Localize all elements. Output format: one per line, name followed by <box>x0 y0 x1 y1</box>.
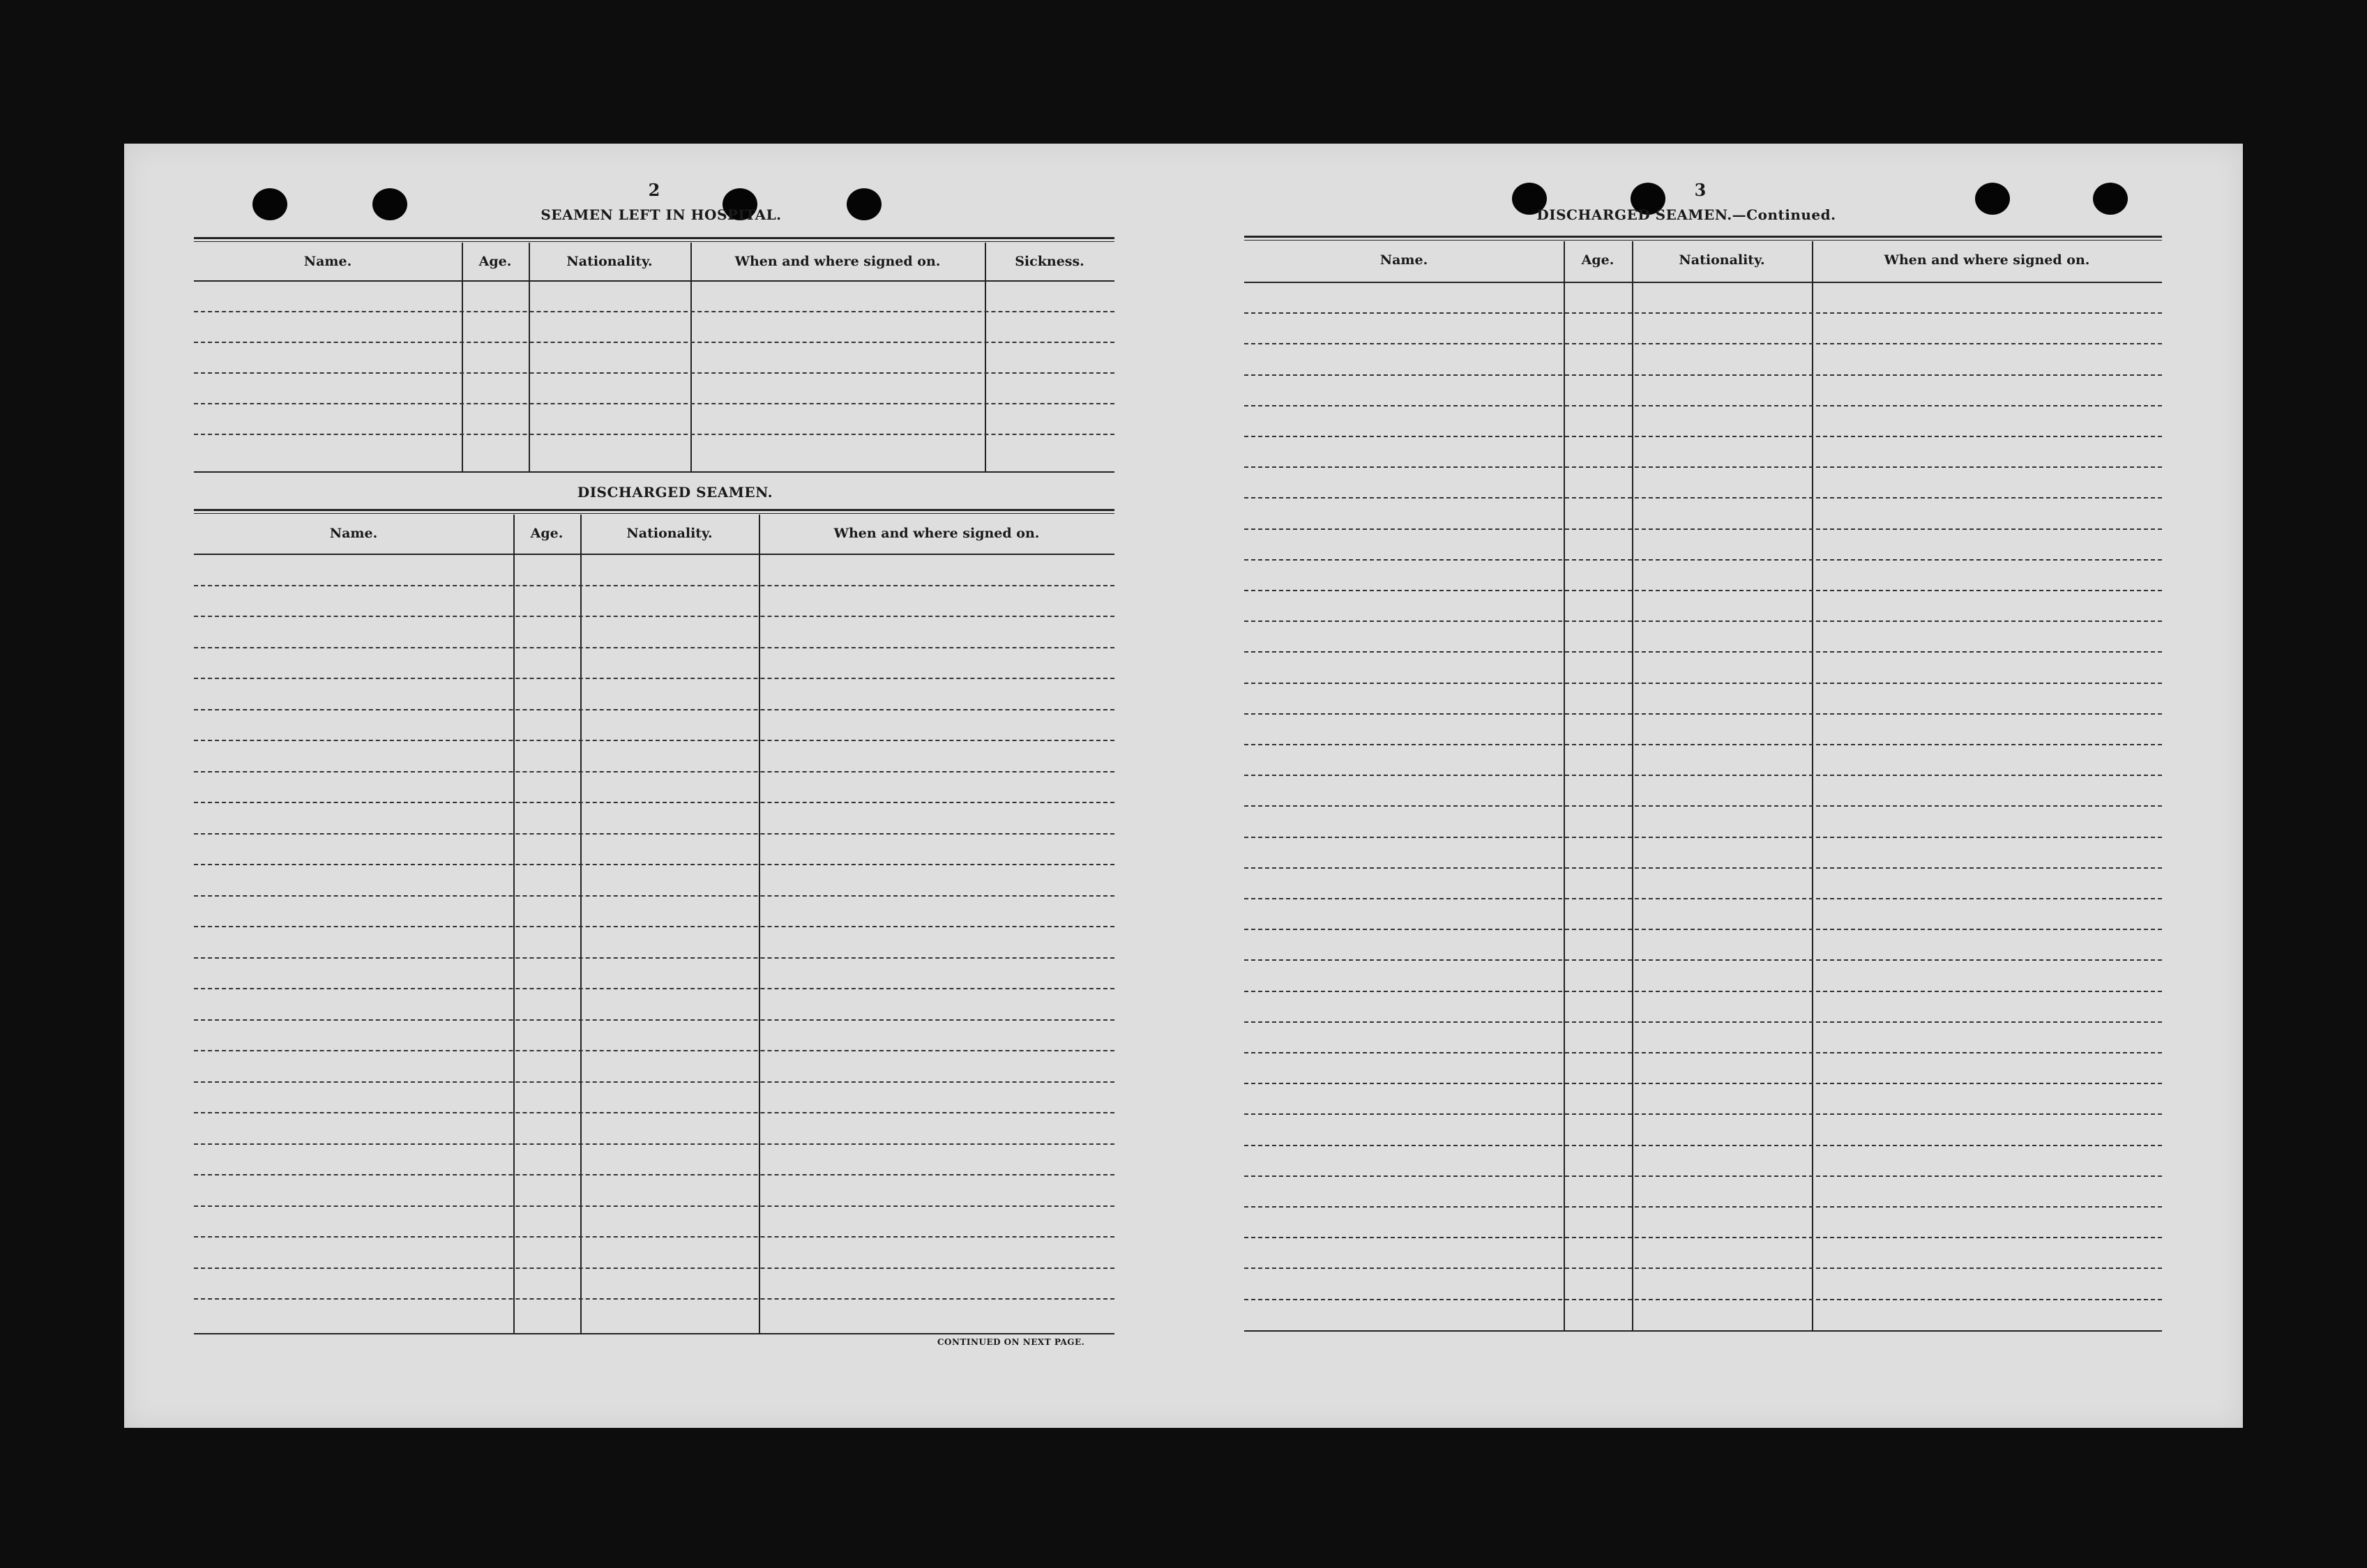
column-header-name: Name. <box>1379 252 1428 268</box>
table-row-line <box>1244 374 2162 376</box>
column-header-name: Name. <box>329 526 378 541</box>
punch-hole <box>372 188 407 220</box>
table-row-line <box>1244 405 2162 406</box>
table-top-rule <box>194 237 1114 242</box>
table-row-line <box>1244 590 2162 591</box>
table-row-line <box>1244 559 2162 561</box>
table-row-line <box>194 926 1114 927</box>
table-row-line <box>194 1112 1114 1113</box>
column-header-signed-on: When and where signed on. <box>734 254 941 269</box>
left-page-number: 2 <box>648 180 660 200</box>
column-header-age: Age. <box>530 526 564 541</box>
table-row-line <box>1244 436 2162 437</box>
column-header-nationality: Nationality. <box>566 254 653 269</box>
table-row-line <box>1244 867 2162 869</box>
table-row-line <box>194 1050 1114 1051</box>
column-header-sickness: Sickness. <box>1015 254 1084 269</box>
table-row-line <box>194 957 1114 959</box>
table-row-line <box>1244 528 2162 530</box>
table-row-line <box>1244 1299 2162 1300</box>
column-header-nationality: Nationality. <box>1679 252 1765 268</box>
table-row-line <box>194 1174 1114 1175</box>
table-row-line <box>1244 1268 2162 1269</box>
table-row-line <box>194 1205 1114 1207</box>
table-row-line <box>194 833 1114 835</box>
punch-hole <box>2093 183 2128 215</box>
hospital-table <box>194 237 1114 474</box>
table-row-line <box>194 864 1114 865</box>
table-row-line <box>194 740 1114 741</box>
table-row-line <box>1244 1145 2162 1146</box>
table-row-line <box>1244 805 2162 807</box>
table-row-line <box>1244 1083 2162 1084</box>
column-header-age: Age. <box>1581 252 1614 268</box>
column-divider <box>529 243 530 473</box>
table-top-rule <box>1244 236 2162 241</box>
column-divider <box>513 515 515 1334</box>
header-underline <box>1244 282 2162 283</box>
table-row-line <box>1244 1206 2162 1208</box>
table-bottom-rule <box>1244 1330 2162 1332</box>
column-header-nationality: Nationality. <box>626 526 713 541</box>
column-header-signed-on: When and where signed on. <box>1884 252 2090 268</box>
table-row-line <box>194 678 1114 679</box>
table-row-line <box>1244 497 2162 498</box>
table-row-line <box>1244 775 2162 776</box>
table-row-line <box>1244 621 2162 622</box>
column-header-signed-on: When and where signed on. <box>833 526 1040 541</box>
table-row-line <box>194 403 1114 404</box>
hospital-section-title: SEAMEN LEFT IN HOSPITAL. <box>540 206 782 223</box>
table-row-line <box>194 311 1114 312</box>
table-row-line <box>194 988 1114 989</box>
table-row-line <box>194 895 1114 897</box>
table-top-rule <box>194 509 1114 514</box>
table-row-line <box>194 1019 1114 1021</box>
table-row-line <box>1244 1175 2162 1177</box>
table-row-line <box>194 1268 1114 1269</box>
table-row-line <box>194 585 1114 586</box>
document-sheet <box>124 144 2243 1428</box>
table-row-line <box>194 802 1114 803</box>
discharged-continued-table <box>1244 236 2162 1332</box>
table-row-line <box>194 1081 1114 1083</box>
discharged-section-title: DISCHARGED SEAMEN. <box>577 484 773 501</box>
table-row-line <box>1244 837 2162 838</box>
column-divider <box>985 243 986 473</box>
column-header-name: Name. <box>303 254 352 269</box>
table-row-line <box>1244 466 2162 468</box>
table-row-line <box>1244 1237 2162 1238</box>
table-row-line <box>194 709 1114 710</box>
table-bottom-rule <box>194 1333 1114 1334</box>
table-row-line <box>194 647 1114 648</box>
punch-hole <box>252 188 287 220</box>
table-row-line <box>194 771 1114 772</box>
table-row-line <box>1244 343 2162 344</box>
table-row-line <box>194 616 1114 617</box>
column-divider <box>462 243 463 473</box>
header-underline <box>194 280 1114 282</box>
punch-hole <box>847 188 882 220</box>
table-row-line <box>1244 1052 2162 1053</box>
table-row-line <box>194 372 1114 374</box>
table-row-line <box>1244 959 2162 961</box>
table-row-line <box>194 1143 1114 1145</box>
header-underline <box>194 554 1114 555</box>
right-page-number: 3 <box>1694 180 1707 200</box>
table-row-line <box>1244 1021 2162 1023</box>
table-row-line <box>1244 1113 2162 1115</box>
discharged-continued-title: DISCHARGED SEAMEN.—Continued. <box>1536 206 1836 223</box>
table-row-line <box>1244 312 2162 314</box>
table-row-line <box>1244 898 2162 899</box>
column-divider <box>690 243 692 473</box>
table-row-line <box>1244 683 2162 684</box>
discharged-table <box>194 509 1114 1336</box>
column-divider <box>580 515 582 1334</box>
table-row-line <box>1244 744 2162 745</box>
table-row-line <box>194 342 1114 343</box>
punch-hole <box>1975 183 2010 215</box>
table-row-line <box>1244 991 2162 992</box>
table-row-line <box>1244 713 2162 715</box>
table-bottom-rule <box>194 471 1114 473</box>
table-row-line <box>194 1298 1114 1300</box>
table-row-line <box>1244 651 2162 653</box>
column-divider <box>759 515 760 1334</box>
table-row-line <box>194 1236 1114 1238</box>
column-header-age: Age. <box>478 254 512 269</box>
continued-note: CONTINUED ON NEXT PAGE. <box>937 1337 1085 1347</box>
table-row-line <box>194 434 1114 435</box>
table-row-line <box>1244 929 2162 930</box>
